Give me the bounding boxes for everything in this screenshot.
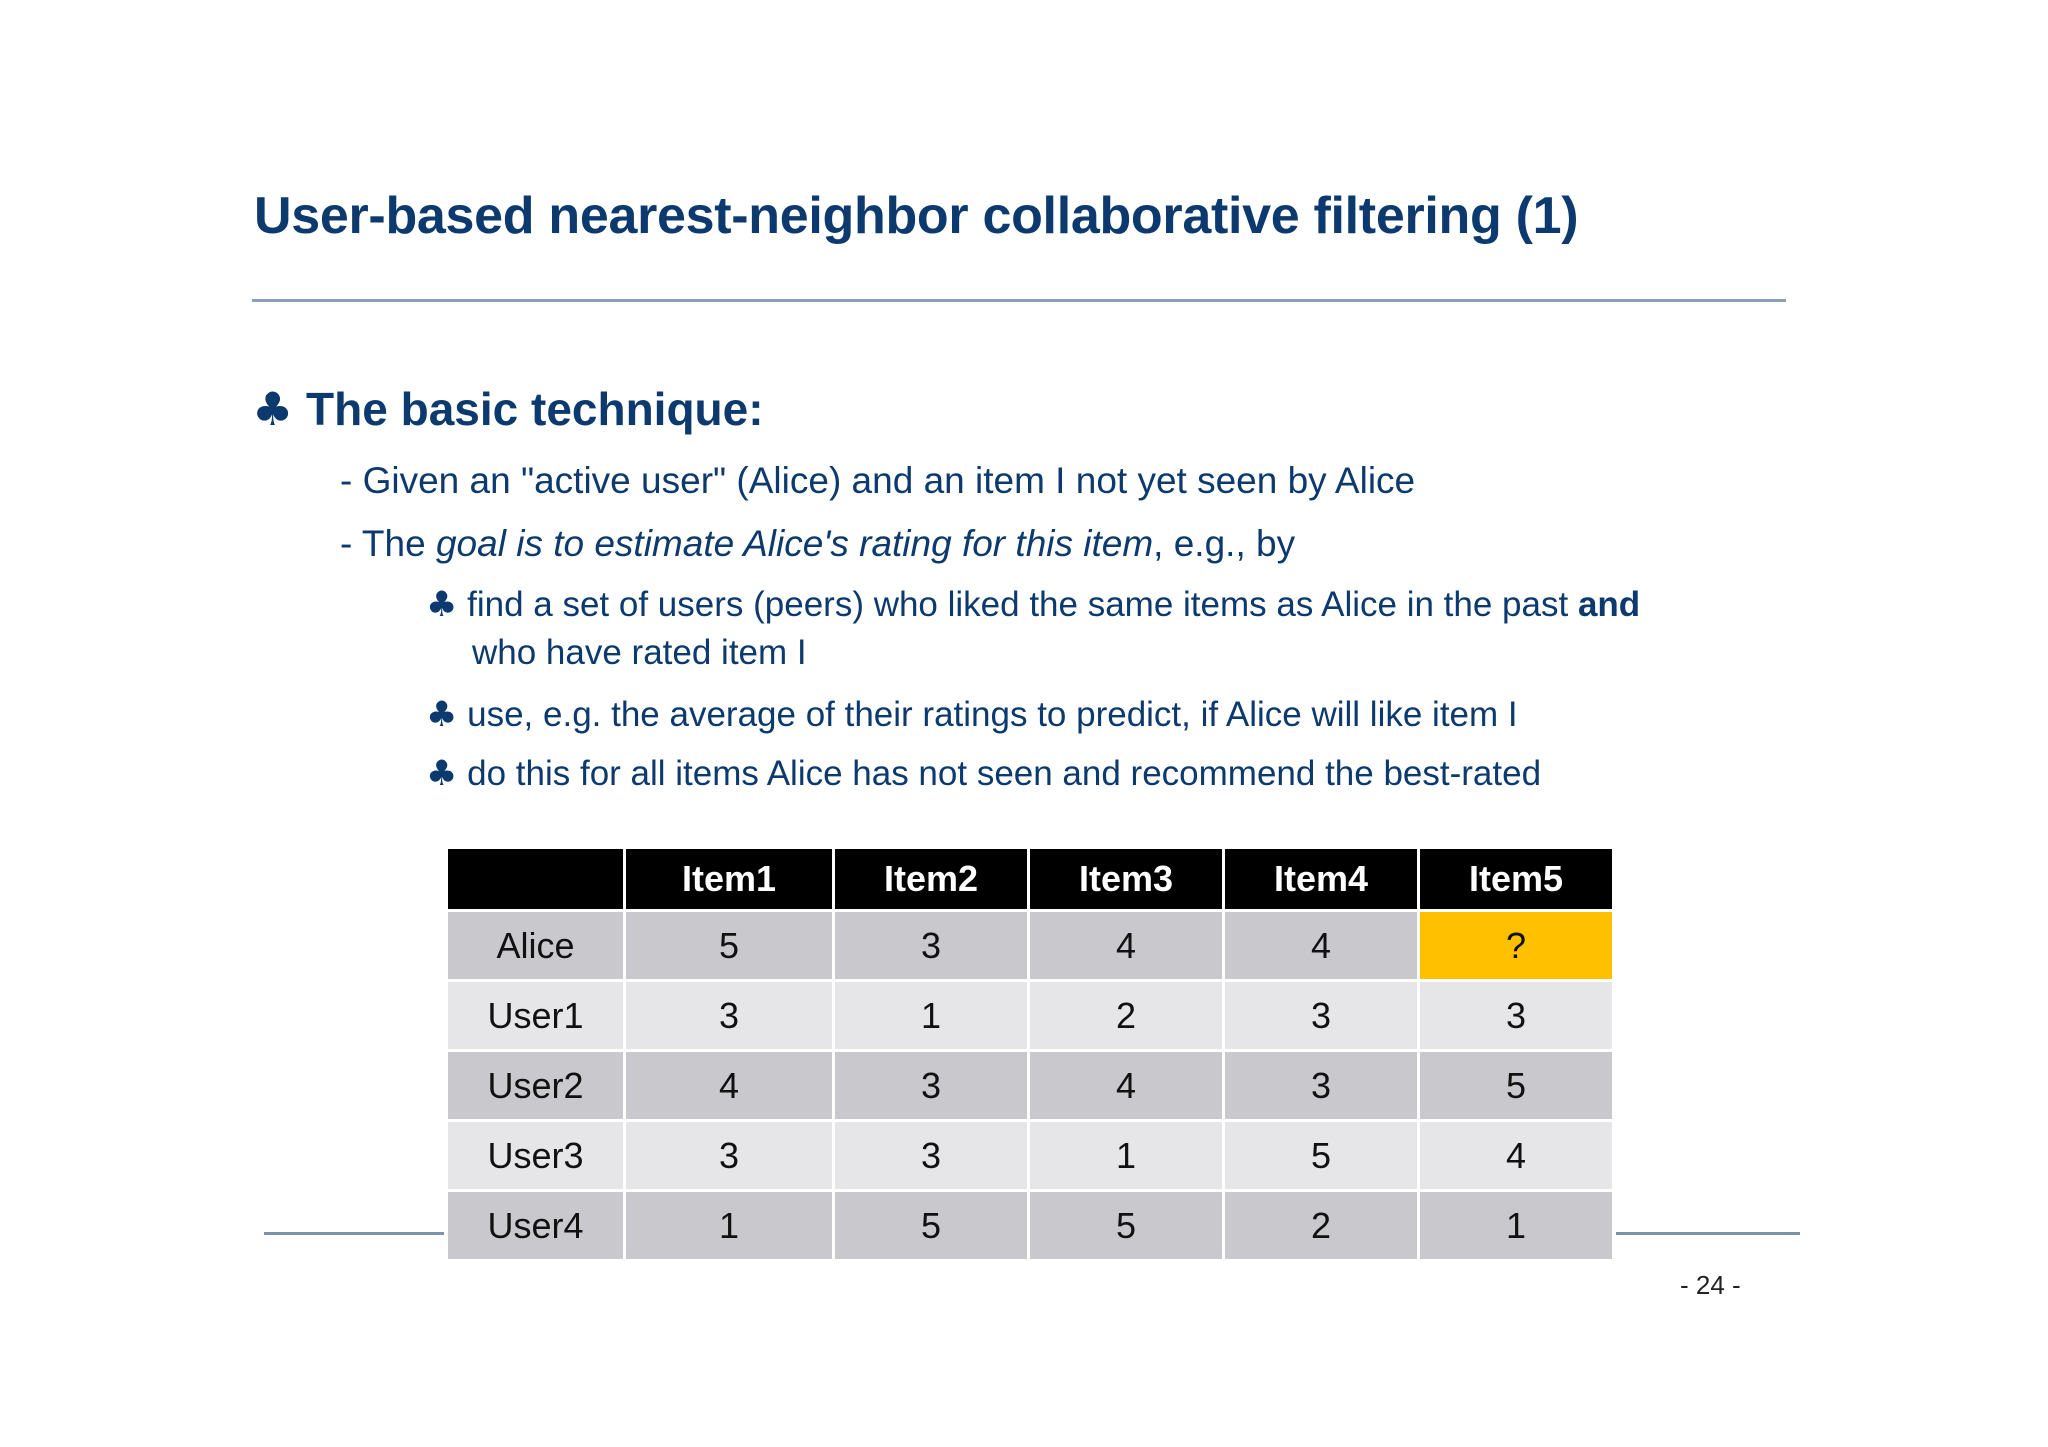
header-item2: Item2: [835, 849, 1027, 909]
sub3-text: do this for all items Alice has not seen and recommend the best-rated: [467, 754, 1542, 793]
sub2-text: use, e.g. the average of their ratings to predict, if Alice will like item I: [467, 695, 1518, 734]
rating-cell: 3: [1225, 1052, 1417, 1119]
unknown-rating-cell: ?: [1420, 912, 1612, 979]
table-row: [448, 982, 1612, 1049]
bullet-goal: [340, 523, 1295, 565]
rating-cell: 3: [835, 912, 1027, 979]
rating-cell: 4: [1030, 1052, 1222, 1119]
rating-cell: 1: [1420, 1192, 1612, 1259]
table-row: [448, 912, 1612, 979]
club-bullet-icon: ♣: [426, 695, 458, 735]
rating-cell: 1: [835, 982, 1027, 1049]
club-bullet-icon: ♣: [426, 754, 458, 794]
row-user: User2: [448, 1052, 623, 1119]
rating-cell: 2: [1225, 1192, 1417, 1259]
bullet-given-active-user: - Given an "active user" (Alice) and an item I not yet seen by Alice: [340, 460, 1416, 501]
ratings-table: [445, 846, 1615, 1262]
row-user: Alice: [448, 912, 623, 979]
rating-cell: 5: [1030, 1192, 1222, 1259]
sub1-text: find a set of users (peers) who liked the same items as Alice in the past: [467, 585, 1578, 624]
goal-suffix: , e.g., by: [1153, 523, 1296, 564]
heading-text: The basic technique:: [306, 383, 764, 435]
rating-cell: 1: [626, 1192, 832, 1259]
table-row: [448, 1122, 1612, 1189]
header-item1: Item1: [626, 849, 832, 909]
rating-cell: 5: [1420, 1052, 1612, 1119]
row-user: User4: [448, 1192, 623, 1259]
rating-cell: 4: [1420, 1122, 1612, 1189]
rating-cell: 3: [835, 1052, 1027, 1119]
rating-cell: 4: [626, 1052, 832, 1119]
sub-bullet-average: [426, 695, 1518, 735]
rating-cell: 3: [626, 982, 832, 1049]
table-header-row: [448, 849, 1612, 909]
sub-bullet-recommend: [426, 754, 1541, 794]
club-bullet-icon: ♣: [252, 382, 294, 436]
header-item5: Item5: [1420, 849, 1612, 909]
rating-cell: 3: [835, 1122, 1027, 1189]
page-number: - 24 -: [1680, 1270, 1741, 1300]
rating-cell: 5: [626, 912, 832, 979]
header-item3: Item3: [1030, 849, 1222, 909]
rating-cell: 3: [1420, 982, 1612, 1049]
rating-cell: 3: [626, 1122, 832, 1189]
table-row: [448, 1192, 1612, 1259]
sub-bullet-find-peers: [426, 585, 1640, 625]
footer-rule-left: [264, 1232, 444, 1235]
row-user: User1: [448, 982, 623, 1049]
goal-italic: goal is to estimate Alice's rating for this item: [435, 523, 1154, 564]
rating-cell: 2: [1030, 982, 1222, 1049]
rating-cell: 5: [835, 1192, 1027, 1259]
header-corner: [448, 849, 623, 909]
table-row: [448, 1052, 1612, 1119]
rating-cell: 1: [1030, 1122, 1222, 1189]
goal-prefix: - The: [340, 523, 436, 564]
club-bullet-icon: ♣: [426, 585, 458, 625]
rating-cell: 4: [1225, 912, 1417, 979]
rating-cell: 5: [1225, 1122, 1417, 1189]
rating-cell: 3: [1225, 982, 1417, 1049]
title-divider: [252, 299, 1786, 302]
header-item4: Item4: [1225, 849, 1417, 909]
heading-bullet: [252, 382, 764, 436]
sub-bullet-find-peers-cont: who have rated item I: [472, 633, 807, 672]
row-user: User3: [448, 1122, 623, 1189]
sub1-bold: and: [1577, 585, 1641, 624]
footer-rule-right: [1616, 1232, 1800, 1235]
slide-title: User-based nearest-neighbor collaborative filtering (1): [254, 187, 1579, 245]
rating-cell: 4: [1030, 912, 1222, 979]
